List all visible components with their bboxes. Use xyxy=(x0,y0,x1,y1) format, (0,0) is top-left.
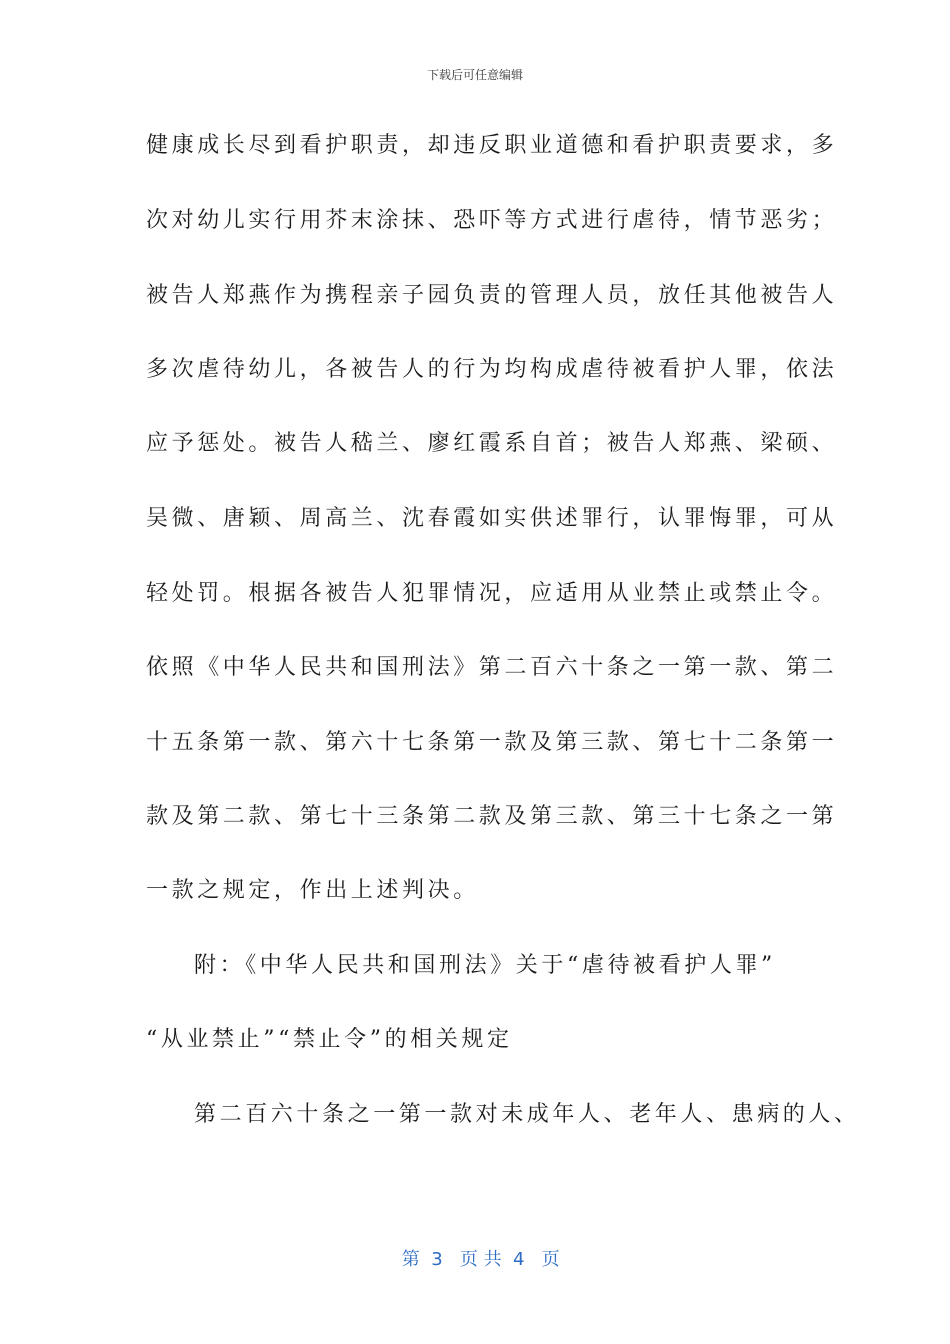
page-footer xyxy=(0,1224,950,1271)
appendix-heading-line: 附：《中华人民共和国刑法》关于“虐待被看护人罪” xyxy=(194,953,776,978)
body-line: 款及第二款、第七十三条第二款及第三款、第三十七条之一第 xyxy=(146,804,838,829)
body-line: 轻处罚。根据各被告人犯罪情况，应适用从业禁止或禁止令。 xyxy=(146,581,838,606)
appendix-heading-line: “从业禁止”“禁止令”的相关规定 xyxy=(146,1027,513,1052)
body-line: 次对幼儿实行用芥末涂抹、恐吓等方式进行虐待，情节恶劣； xyxy=(146,208,838,233)
page-header: 下载后可任意编辑 xyxy=(426,68,523,82)
body-line: 依照《中华人民共和国刑法》第二百六十条之一第一款、第二 xyxy=(146,655,838,680)
body-line: 一款之规定，作出上述判决。 xyxy=(146,878,479,903)
body-line: 被告人郑燕作为携程亲子园负责的管理人员，放任其他被告人 xyxy=(146,283,838,308)
body-line: 应予惩处。被告人嵇兰、廖红霞系自首；被告人郑燕、梁硕、 xyxy=(146,431,838,456)
body-line: 十五条第一款、第六十七条第一款及第三款、第七十二条第一 xyxy=(146,730,838,755)
page-number-label: 第 3 页 共 4 页 xyxy=(401,1249,560,1270)
body-line: 吴微、唐颖、周高兰、沈春霞如实供述罪行，认罪悔罪，可从 xyxy=(146,506,838,531)
article-line: 第二百六十条之一第一款对未成年人、老年人、患病的人、 xyxy=(194,1102,860,1127)
body-line: 健康成长尽到看护职责，却违反职业道德和看护职责要求，多 xyxy=(146,133,838,158)
body-line: 多次虐待幼儿，各被告人的行为均构成虐待被看护人罪，依法 xyxy=(146,357,838,382)
